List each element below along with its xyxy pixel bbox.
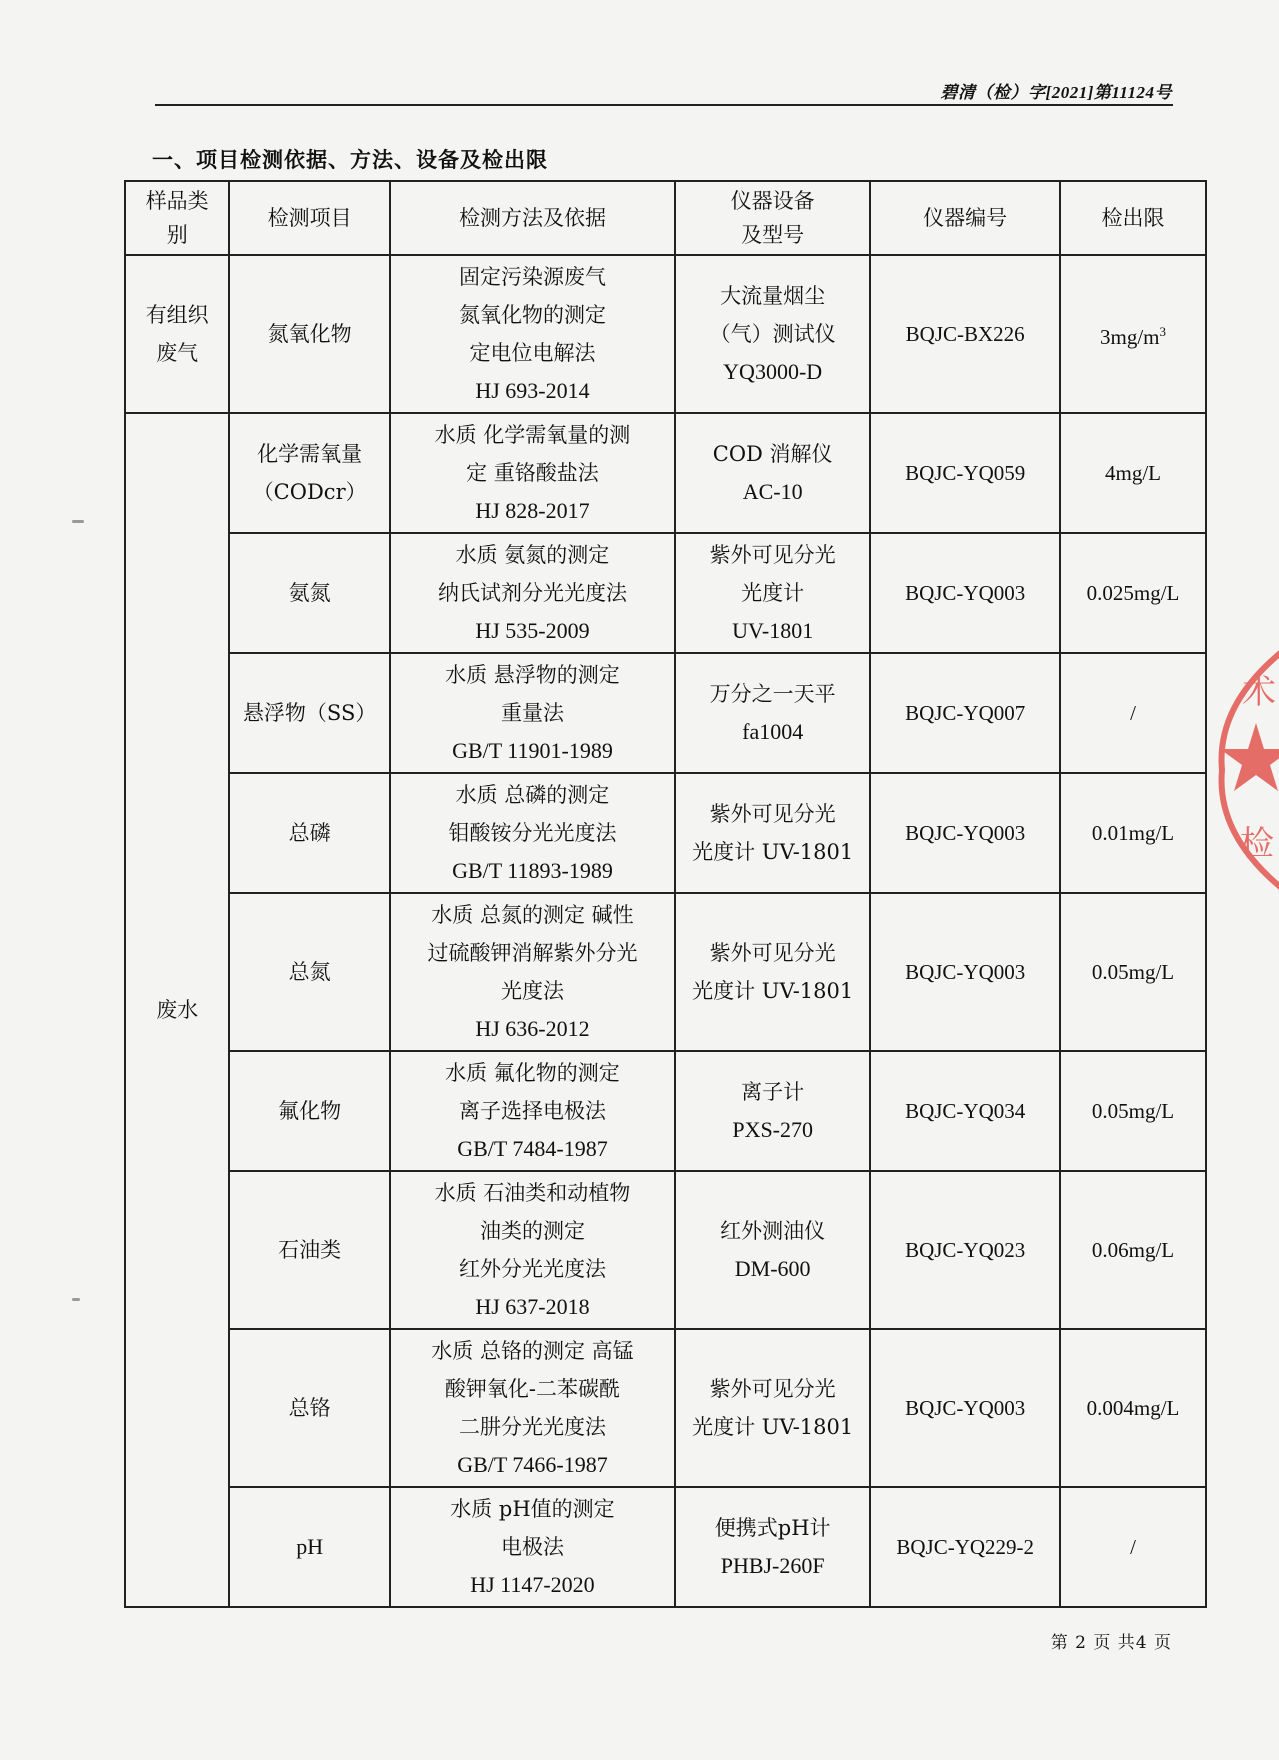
equipment-model-line: 光度计 (741, 581, 805, 605)
sample-category (125, 413, 229, 1607)
detection-limit-value: 0.05mg/L (1091, 1099, 1175, 1123)
detection-limit (1060, 893, 1206, 1051)
detection-limit (1060, 1487, 1206, 1607)
test-item-line: 总氮 (288, 960, 331, 984)
test-method-line: GB/T 11901-1989 (452, 738, 613, 763)
detection-limit-value: / (1130, 1535, 1136, 1559)
test-method (390, 893, 675, 1051)
test-method-line: 水质 氨氮的测定 (455, 543, 610, 567)
page-footer: 第 2 页 共4 页 (1050, 1633, 1172, 1653)
column-header-line: 样品类 (145, 189, 209, 213)
equipment-model-line: AC-10 (742, 479, 803, 504)
column-header-line: 仪器编号 (923, 206, 1008, 230)
test-method-line: HJ 637-2018 (475, 1294, 590, 1319)
svg-text:术: 术 (1242, 672, 1276, 712)
equipment-model (675, 1051, 870, 1171)
test-item (229, 413, 390, 533)
column-header-line: 仪器设备 (730, 189, 815, 213)
column-header (390, 181, 675, 255)
detection-limit-exponent: 3 (1159, 323, 1167, 339)
table-row (125, 255, 1206, 413)
test-method-line: 水质 总氮的测定 碱性 (431, 903, 634, 927)
equipment-model-line: 紫外可见分光 (709, 1377, 836, 1401)
detection-limit (1060, 413, 1206, 533)
instrument-number: BQJC-BX226 (870, 255, 1060, 413)
equipment-model (675, 1487, 870, 1607)
detection-limit (1060, 1329, 1206, 1487)
equipment-model-line: 便携式pH计 (714, 1516, 831, 1540)
test-method-line: GB/T 7466-1987 (457, 1452, 608, 1477)
instrument-number: BQJC-YQ003 (870, 533, 1060, 653)
detection-limit-value: 0.06mg/L (1091, 1238, 1175, 1262)
detection-limit (1060, 653, 1206, 773)
sample-category (125, 255, 229, 413)
equipment-model (675, 1329, 870, 1487)
instrument-number: BQJC-YQ034 (870, 1051, 1060, 1171)
instrument-number: BQJC-YQ003 (870, 893, 1060, 1051)
test-method-line: 水质 总磷的测定 (455, 783, 610, 807)
table-row (125, 1171, 1206, 1329)
test-method (390, 1051, 675, 1171)
equipment-model-line: 大流量烟尘 (720, 284, 826, 308)
test-method-line: 水质 氟化物的测定 (445, 1061, 620, 1085)
test-item-line: 氟化物 (278, 1099, 342, 1123)
test-method-line: 定电位电解法 (469, 341, 596, 365)
report-number: 碧清（检）字[2021]第11124号 (940, 83, 1172, 102)
equipment-model-line: DM-600 (734, 1256, 811, 1281)
detection-limit-value: 4mg/L (1105, 461, 1162, 485)
detection-limit-value: 3mg/m (1100, 324, 1160, 349)
detection-limit (1060, 1051, 1206, 1171)
column-header-line: 检测方法及依据 (458, 206, 606, 230)
test-item-line: 氨氮 (288, 581, 331, 605)
test-method-line: HJ 693-2014 (475, 378, 590, 403)
column-header (229, 181, 390, 255)
detection-limit-value: 0.01mg/L (1091, 821, 1175, 845)
instrument-number: BQJC-YQ229-2 (870, 1487, 1060, 1607)
test-method-line: 重量法 (500, 701, 564, 725)
detection-limit (1060, 533, 1206, 653)
test-method-line: 二肼分光光度法 (458, 1415, 606, 1439)
detection-limit (1060, 1171, 1206, 1329)
instrument-number: BQJC-YQ059 (870, 413, 1060, 533)
equipment-model (675, 893, 870, 1051)
test-method (390, 653, 675, 773)
test-item-line: 氮氧化物 (267, 322, 352, 346)
detection-limit-value: 0.004mg/L (1086, 1396, 1180, 1420)
test-item-line: pH (296, 1534, 324, 1559)
column-header-line: 别 (166, 223, 188, 247)
header-rule (155, 104, 1173, 106)
instrument-number: BQJC-YQ003 (870, 773, 1060, 893)
test-item (229, 1487, 390, 1607)
test-item (229, 1171, 390, 1329)
column-header (125, 181, 229, 255)
instrument-number: BQJC-YQ003 (870, 1329, 1060, 1487)
equipment-model-line: 离子计 (741, 1080, 805, 1104)
test-item (229, 255, 390, 413)
equipment-model-line: 紫外可见分光 (709, 941, 836, 965)
equipment-model-line: PHBJ-260F (720, 1553, 825, 1578)
equipment-model-line: PXS-270 (732, 1117, 814, 1142)
equipment-model (675, 413, 870, 533)
test-method-line: 氮氧化物的测定 (458, 303, 606, 327)
test-method-line: 固定污染源废气 (458, 265, 606, 289)
test-method (390, 1329, 675, 1487)
test-method-line: 水质 石油类和动植物 (434, 1181, 631, 1205)
equipment-model-line: 红外测油仪 (720, 1219, 826, 1243)
test-method-line: 定 重铬酸盐法 (466, 461, 599, 485)
test-method-line: 酸钾氧化-二苯碳酰 (444, 1377, 621, 1401)
test-method (390, 1171, 675, 1329)
test-item (229, 653, 390, 773)
equipment-model-line: 紫外可见分光 (709, 802, 836, 826)
column-header (675, 181, 870, 255)
test-method-line: GB/T 7484-1987 (457, 1136, 608, 1161)
test-method-line: 水质 pH值的测定 (450, 1497, 615, 1521)
instrument-number: BQJC-YQ007 (870, 653, 1060, 773)
red-seal-stamp (1214, 645, 1279, 895)
test-method (390, 533, 675, 653)
test-item-line: 化学需氧量 (257, 442, 363, 466)
sample-category-line: 有组织 (145, 303, 209, 327)
detection-limit-value: 0.025mg/L (1086, 581, 1180, 605)
test-item-line: 总铬 (288, 1396, 331, 1420)
table-row (125, 1051, 1206, 1171)
detection-limit-value: / (1130, 701, 1136, 725)
detection-limit (1060, 773, 1206, 893)
test-item (229, 893, 390, 1051)
sample-category-line: 废气 (156, 341, 199, 365)
sample-category-line: 废水 (156, 998, 199, 1022)
test-method-line: 红外分光光度法 (458, 1257, 606, 1281)
table-header-row (125, 181, 1206, 255)
test-method-line: HJ 828-2017 (475, 498, 590, 523)
test-item-line: 石油类 (278, 1238, 342, 1262)
svg-text:检: 检 (1240, 824, 1274, 864)
test-item (229, 1329, 390, 1487)
test-method-line: 纳氏试剂分光光度法 (437, 581, 627, 605)
table-row (125, 653, 1206, 773)
equipment-model-line: （气）测试仪 (709, 322, 836, 346)
test-method-line: 过硫酸钾消解紫外分光 (427, 941, 638, 965)
equipment-model-line: YQ3000-D (723, 359, 823, 384)
column-header-line: 检测项目 (267, 206, 352, 230)
equipment-model (675, 1171, 870, 1329)
equipment-model-line: 光度计 UV-1801 (692, 979, 854, 1003)
test-method (390, 255, 675, 413)
test-method-line: 钼酸铵分光光度法 (448, 821, 617, 845)
test-method (390, 1487, 675, 1607)
equipment-model (675, 773, 870, 893)
table-row (125, 773, 1206, 893)
test-item (229, 533, 390, 653)
test-method-line: HJ 535-2009 (475, 618, 590, 643)
test-method (390, 413, 675, 533)
scan-speck (72, 520, 84, 523)
table-row (125, 413, 1206, 533)
instrument-number: BQJC-YQ023 (870, 1171, 1060, 1329)
equipment-model-line: 万分之一天平 (709, 682, 836, 706)
equipment-model-line: fa1004 (742, 719, 804, 744)
test-method-line: HJ 1147-2020 (470, 1572, 595, 1597)
test-item (229, 773, 390, 893)
detection-limit-value: 0.05mg/L (1091, 960, 1175, 984)
equipment-model-line: UV-1801 (732, 618, 814, 643)
table-row (125, 1487, 1206, 1607)
test-item-line: （CODcr） (252, 480, 367, 504)
test-method-line: 水质 悬浮物的测定 (445, 663, 620, 687)
equipment-model-line: 光度计 UV-1801 (692, 840, 854, 864)
test-method (390, 773, 675, 893)
test-item-line: 悬浮物（SS） (242, 701, 377, 725)
test-method-line: 水质 总铬的测定 高锰 (431, 1339, 634, 1363)
test-method-line: 离子选择电极法 (458, 1099, 606, 1123)
detection-limit (1060, 255, 1206, 413)
test-method-line: HJ 636-2012 (475, 1016, 590, 1041)
column-header-line: 及型号 (741, 223, 805, 247)
test-method-line: GB/T 11893-1989 (452, 858, 613, 883)
equipment-model-line: COD 消解仪 (712, 442, 833, 466)
test-item (229, 1051, 390, 1171)
detection-spec-table (124, 180, 1207, 1608)
equipment-model (675, 255, 870, 413)
equipment-model-line: 紫外可见分光 (709, 543, 836, 567)
section-title: 一、项目检测依据、方法、设备及检出限 (152, 147, 548, 172)
table-row (125, 533, 1206, 653)
equipment-model (675, 653, 870, 773)
scan-speck (72, 1298, 80, 1301)
column-header (870, 181, 1060, 255)
column-header (1060, 181, 1206, 255)
equipment-model-line: 光度计 UV-1801 (692, 1415, 854, 1439)
test-method-line: 电极法 (500, 1535, 564, 1559)
test-method-line: 水质 化学需氧量的测 (434, 423, 631, 447)
test-item-line: 总磷 (288, 821, 331, 845)
equipment-model (675, 533, 870, 653)
table-row (125, 893, 1206, 1051)
column-header-line: 检出限 (1101, 206, 1165, 230)
table-row (125, 1329, 1206, 1487)
test-method-line: 光度法 (500, 979, 564, 1003)
test-method-line: 油类的测定 (479, 1219, 585, 1243)
